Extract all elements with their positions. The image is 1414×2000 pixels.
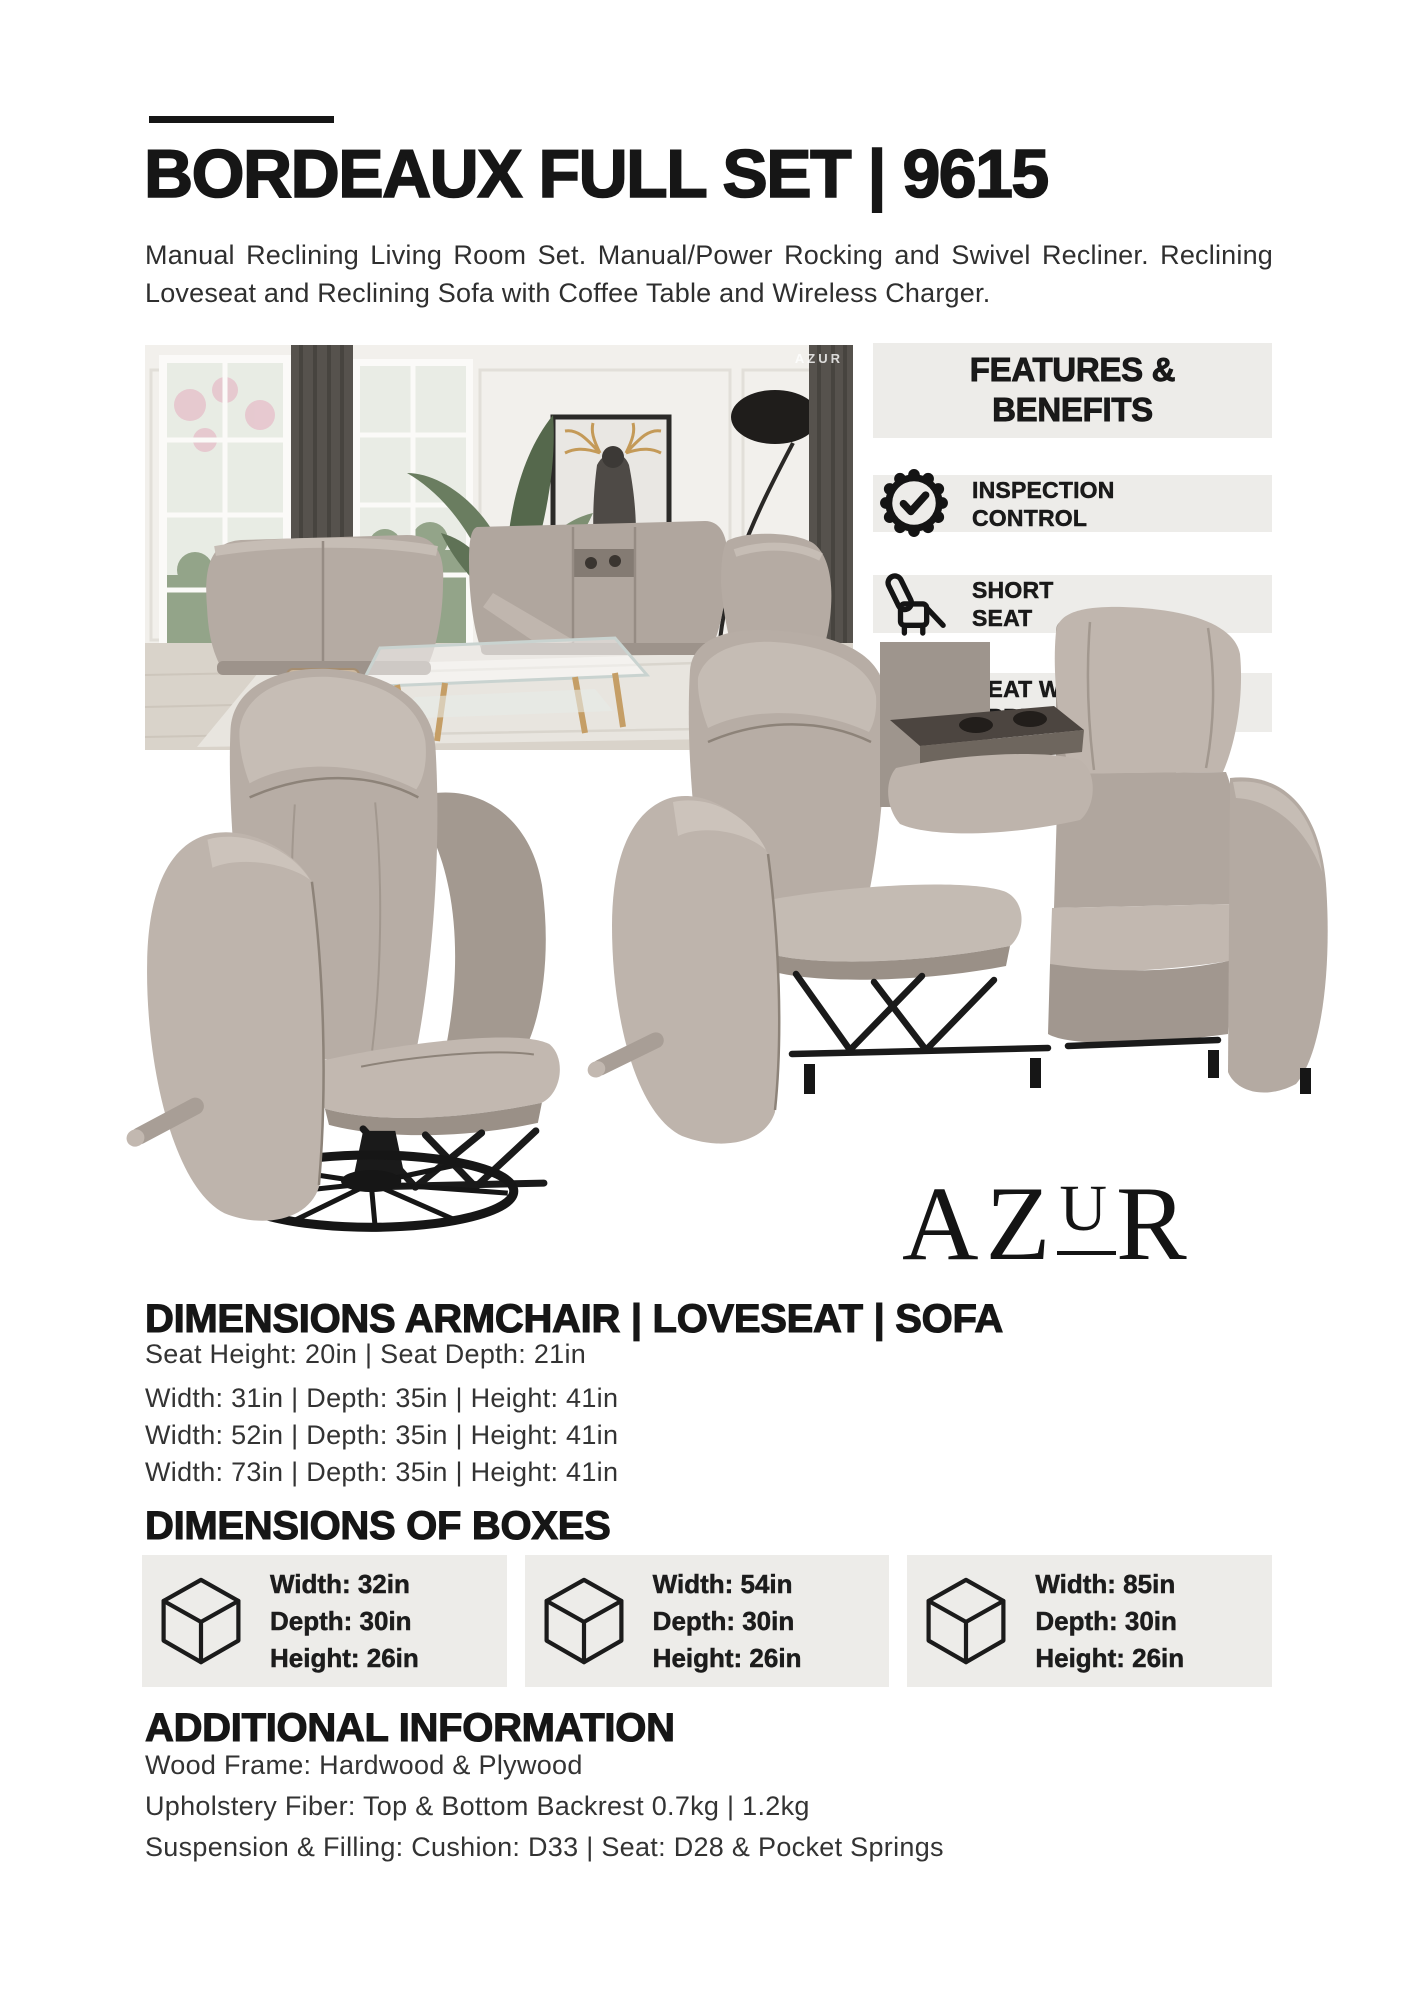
- azur-letter: R: [1115, 1165, 1194, 1282]
- additional-info-list: [145, 1745, 944, 1868]
- box-card-armchair: [142, 1555, 507, 1687]
- feature-label: [972, 476, 1115, 532]
- feature-label-line2: SEAT: [972, 605, 1033, 631]
- wood-frame-line: Wood Frame: Hardwood & Plywood: [145, 1750, 583, 1780]
- box-cards-row: [142, 1555, 1272, 1687]
- box-height-line: Height: 26in: [652, 1642, 802, 1673]
- features-heading-line1: FEATURES &: [969, 351, 1176, 388]
- box-width-line: Width: 85in: [1035, 1568, 1176, 1599]
- feature-inspection-control: [873, 475, 1272, 532]
- box-cube-icon: [923, 1574, 1009, 1668]
- box-depth-line: Depth: 30in: [1035, 1605, 1177, 1636]
- suspension-filling-line: Suspension & Filling: Cushion: D33 | Seat: D28 & Pocket Springs: [145, 1832, 944, 1862]
- box-depth-line: Depth: 30in: [270, 1605, 412, 1636]
- azur-letter: A: [902, 1165, 986, 1282]
- boxes-heading: DIMENSIONS OF BOXES: [145, 1504, 611, 1548]
- armchair-product-image: [112, 628, 564, 1242]
- loveseat-dimensions-line: Width: 52in | Depth: 35in | Height: 41in: [145, 1420, 619, 1450]
- seat-dimensions-line: Seat Height: 20in | Seat Depth: 21in: [145, 1339, 587, 1369]
- feature-label-line1: SHORT: [972, 577, 1054, 603]
- azur-logo: [902, 1165, 1194, 1282]
- badge-check-icon: [879, 468, 949, 538]
- armchair-illustration: [112, 628, 564, 1242]
- box-cube-icon: [158, 1574, 244, 1668]
- box-card-loveseat: [525, 1555, 890, 1687]
- azur-letter: Z: [985, 1165, 1058, 1282]
- azur-letter-u: U: [1057, 1181, 1116, 1255]
- photo-watermark: AZUR: [794, 351, 843, 366]
- feature-label-line1: SEAT: [972, 675, 1033, 702]
- box-card-text: [1035, 1566, 1184, 1677]
- box-depth-line: Depth: 30in: [652, 1605, 795, 1636]
- product-description: Manual Reclining Living Room Set. Manual/Power Rocking and Swivel Recliner. Reclining Loveseat and Reclining Sofa with Coffee Table and Wireless Charger.: [145, 240, 1273, 308]
- additional-heading: ADDITIONAL INFORMATION: [145, 1706, 675, 1750]
- sofa-dimensions-line: Width: 73in | Depth: 35in | Height: 41in: [145, 1457, 619, 1487]
- armchair-dimensions-line: Width: 31in | Depth: 35in | Height: 41in: [145, 1383, 619, 1413]
- upholstery-fiber-line: Upholstery Fiber: Top & Bottom Backrest 0.7kg | 1.2kg: [145, 1791, 810, 1821]
- box-card-text: [653, 1566, 802, 1677]
- dimensions-heading: DIMENSIONS ARMCHAIR | LOVESEAT | SOFA: [145, 1297, 1004, 1341]
- box-height-line: Height: 26in: [270, 1642, 419, 1673]
- item-dimensions-list: [145, 1380, 618, 1491]
- title-rule: [149, 116, 334, 123]
- box-card-sofa: [907, 1555, 1272, 1687]
- features-heading: [873, 343, 1272, 438]
- sofa-product-image: [578, 602, 1358, 1172]
- feature-label-line2: CONTROL: [972, 504, 1088, 531]
- box-width-line: Width: 54in: [652, 1568, 793, 1599]
- features-heading-line2: BENEFITS: [992, 391, 1153, 428]
- sofa-illustration: [578, 602, 1358, 1172]
- feature-label-line1: INSPECTION: [972, 476, 1115, 503]
- box-width-line: Width: 32in: [270, 1568, 410, 1599]
- page-title: BORDEAUX FULL SET | 9615: [144, 136, 1048, 212]
- box-height-line: Height: 26in: [1035, 1642, 1185, 1673]
- box-cube-icon: [541, 1574, 627, 1668]
- box-card-text: [270, 1566, 419, 1677]
